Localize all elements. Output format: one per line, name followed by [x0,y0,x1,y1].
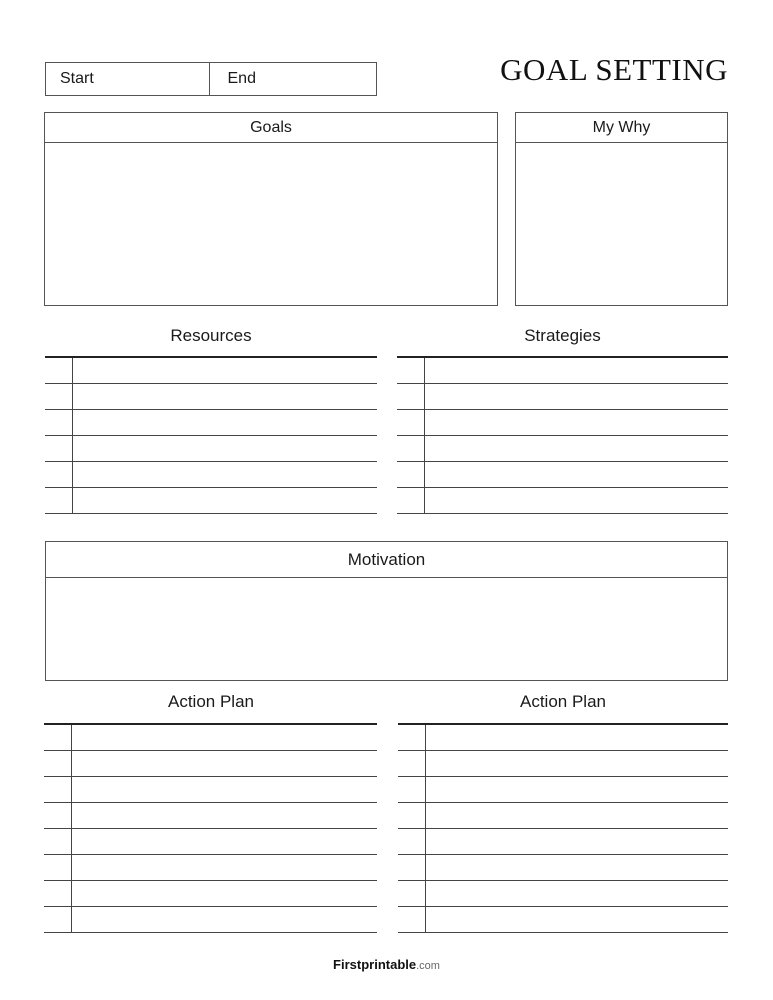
resources-list [45,356,377,514]
list-row[interactable] [397,358,728,384]
list-row[interactable] [398,829,728,855]
start-field[interactable]: Start [60,70,94,87]
my-why-writing-area[interactable] [516,143,727,305]
list-row[interactable] [397,462,728,488]
action-plan-heading-left: Action Plan [168,692,254,711]
list-row[interactable] [45,436,377,462]
goals-writing-area[interactable] [45,143,497,305]
list-row[interactable] [398,725,728,751]
list-row[interactable] [45,358,377,384]
list-row[interactable] [45,384,377,410]
page-title: GOAL SETTING [500,52,728,87]
motivation-panel [45,541,728,681]
goals-heading: Goals [45,113,497,143]
list-row[interactable] [398,881,728,907]
list-row[interactable] [45,462,377,488]
list-row[interactable] [398,803,728,829]
list-row[interactable] [398,907,728,933]
motivation-heading: Motivation [46,542,727,578]
action-plan-list-right [398,723,728,933]
list-row[interactable] [397,384,728,410]
action-plan-list-left [44,723,377,933]
list-row[interactable] [398,777,728,803]
goals-panel [44,112,498,306]
list-row[interactable] [398,855,728,881]
my-why-heading: My Why [516,113,727,143]
end-field[interactable]: End [209,63,377,95]
footer-tld: .com [416,960,440,972]
list-row[interactable] [44,881,377,907]
list-row[interactable] [44,855,377,881]
footer-brand: Firstprintable [333,957,417,972]
list-row[interactable] [398,751,728,777]
list-row[interactable] [397,410,728,436]
footer-credit [0,956,773,975]
strategies-list [397,356,728,514]
list-row[interactable] [44,907,377,933]
list-row[interactable] [44,725,377,751]
resources-heading: Resources [170,326,252,345]
list-row[interactable] [44,777,377,803]
list-row[interactable] [44,751,377,777]
list-row[interactable] [44,803,377,829]
date-range-box [45,62,377,96]
my-why-panel [515,112,728,306]
list-row[interactable] [44,829,377,855]
strategies-heading: Strategies [524,326,601,345]
motivation-writing-area[interactable] [46,578,727,680]
list-row[interactable] [397,436,728,462]
action-plan-heading-right: Action Plan [520,692,606,711]
list-row[interactable] [397,488,728,514]
list-row[interactable] [45,488,377,514]
list-row[interactable] [45,410,377,436]
